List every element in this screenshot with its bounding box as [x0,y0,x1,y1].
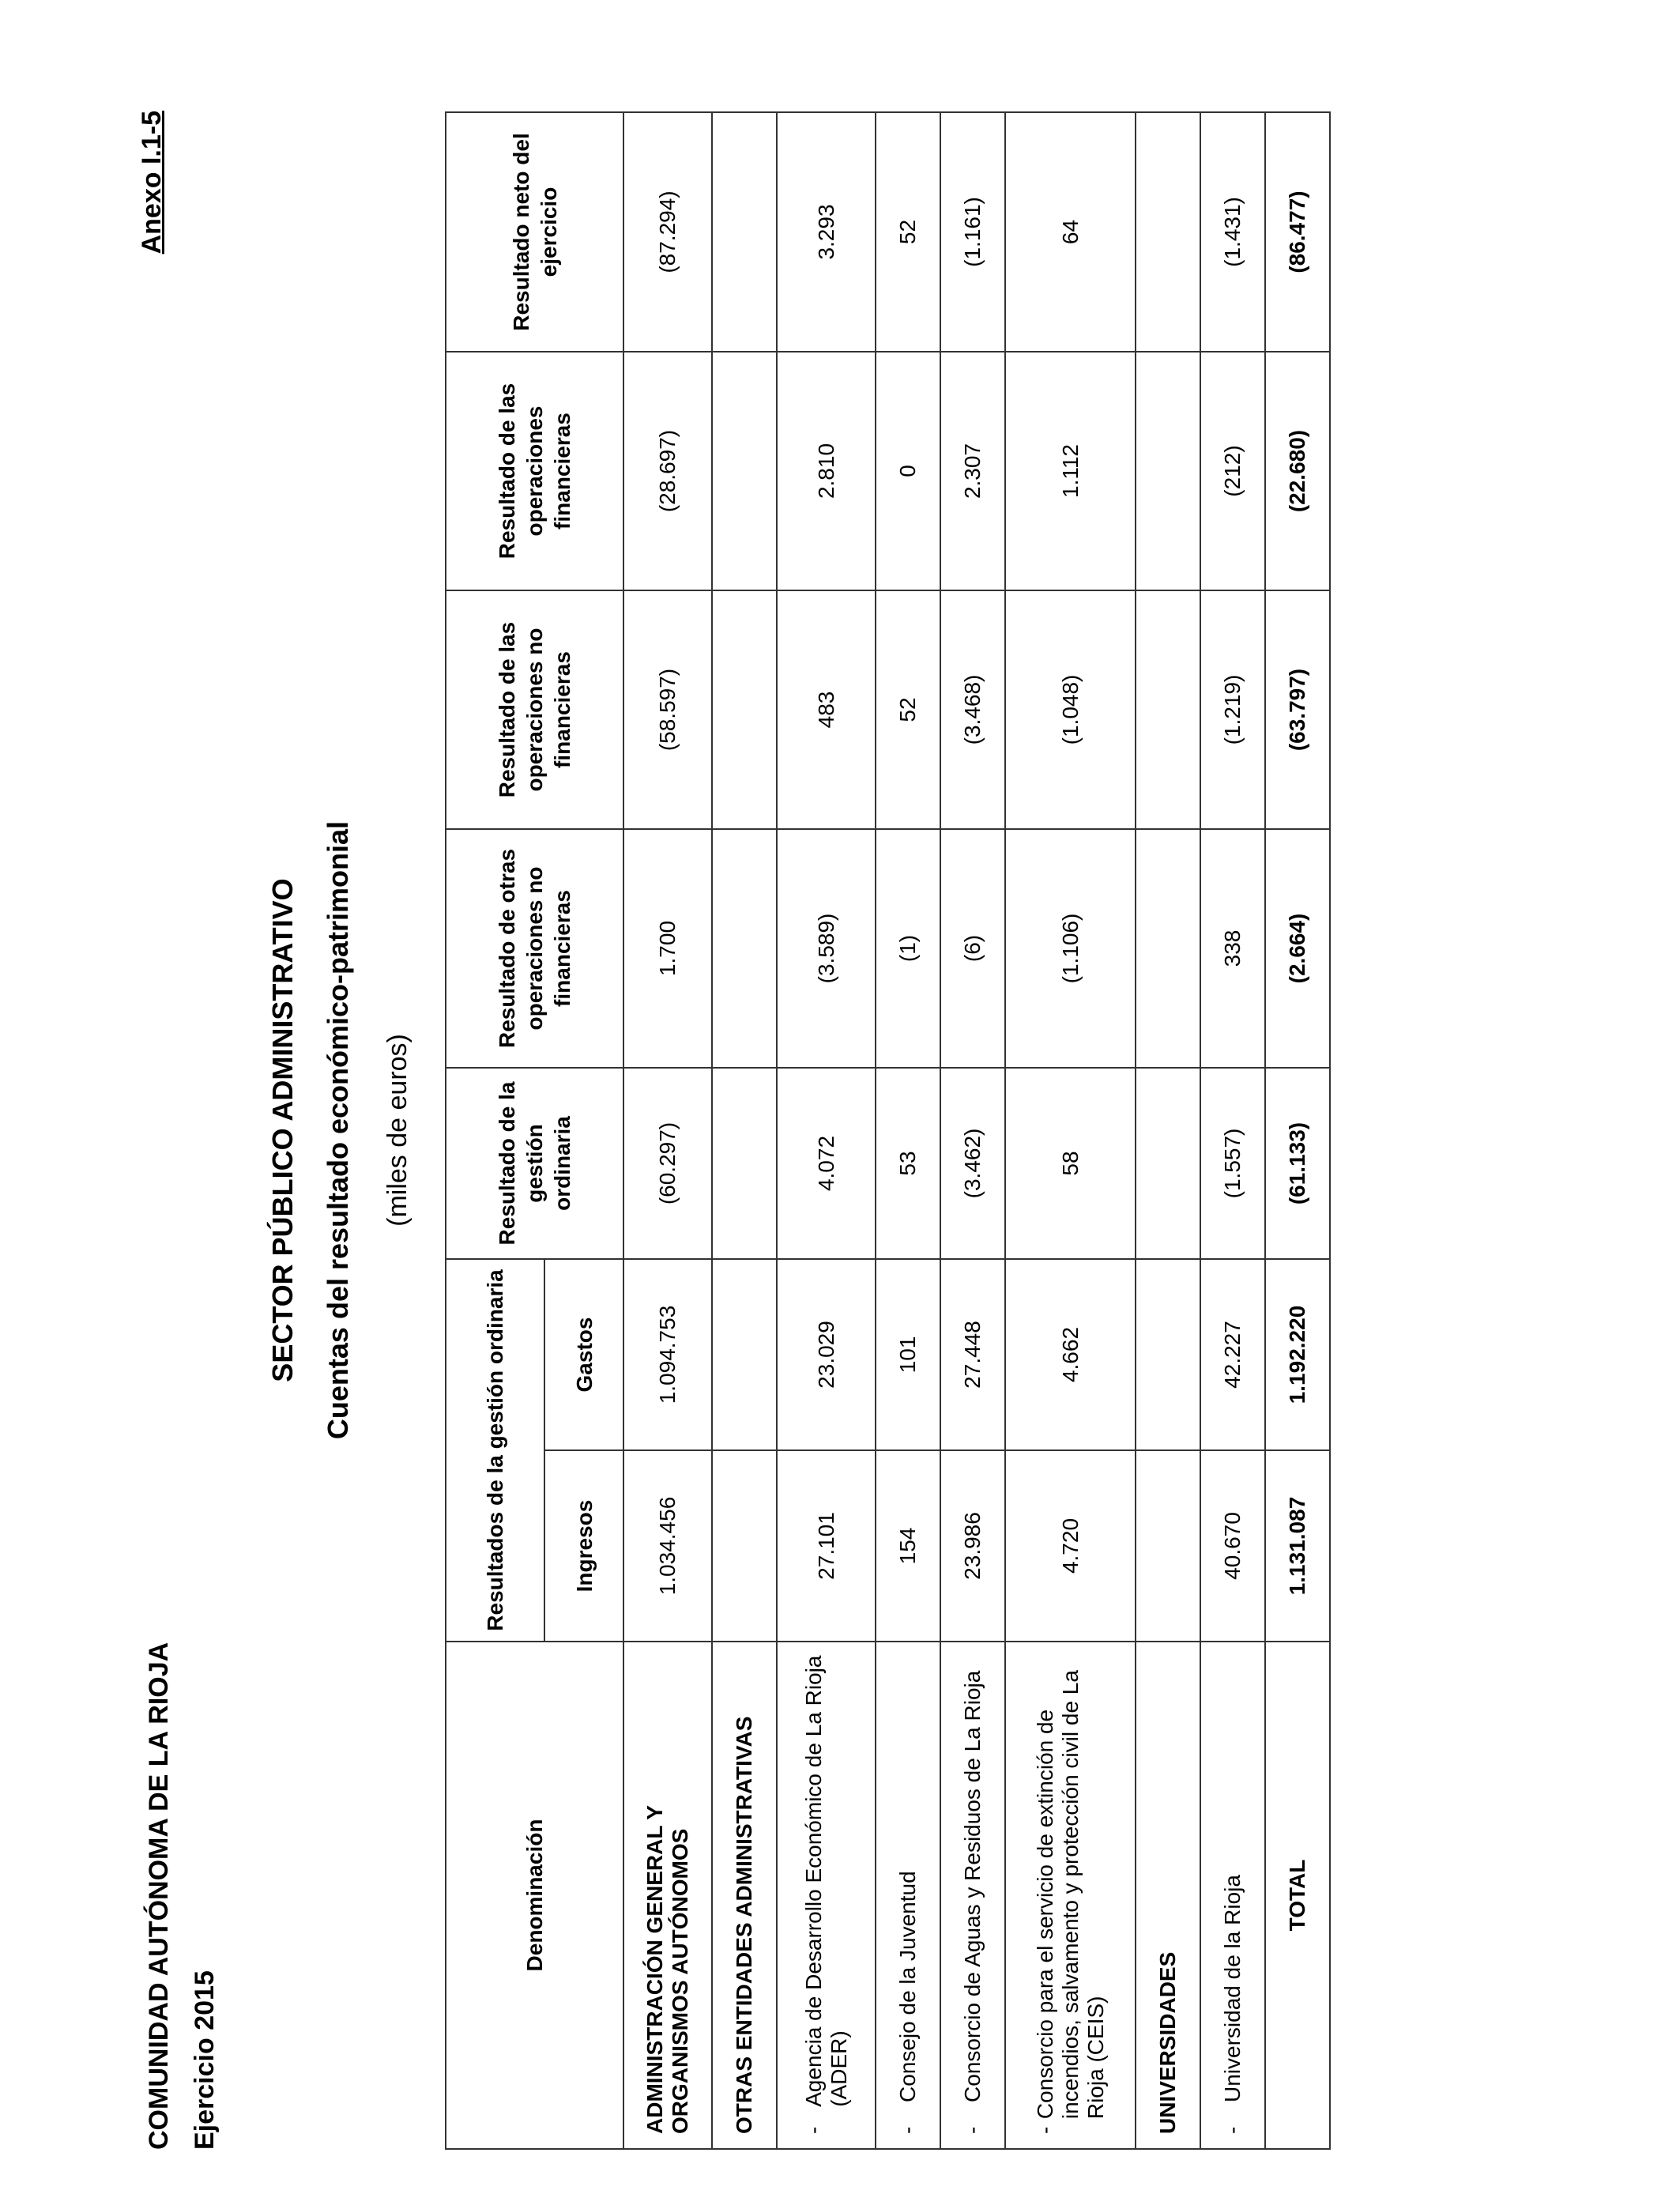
row-name: Consejo de la Juventud [895,1871,920,2102]
cell-fin: (22.680) [1265,352,1330,590]
cell-fin: 2.810 [777,352,876,590]
table-header-row [446,112,544,2149]
row-name: Consorcio de Aguas y Residuos de La Rioja [960,1670,985,2102]
empty-cell [1136,1259,1200,1450]
cell-gestion: (1.557) [1200,1068,1265,1259]
cell-otras: (2.664) [1265,829,1330,1068]
cell-no-fin: (58.597) [623,590,712,829]
col-operaciones-no-financieras: Resultado de las operaciones no financieras [446,590,623,829]
empty-cell [712,1450,777,1642]
bullet-dash: - [1032,2126,1057,2134]
cell-no-fin: (1.219) [1200,590,1265,829]
empty-cell [1136,1068,1200,1259]
cell-gestion: 58 [1005,1068,1136,1259]
row-name-cell [1200,1642,1265,2149]
cell-no-fin: (3.468) [940,590,1005,829]
total-label: TOTAL [1265,1642,1330,2149]
table-row-universidad-rioja [1200,112,1265,2149]
table-row-total [1265,112,1330,2149]
table-row-ceis [1005,112,1136,2149]
cell-gestion: 53 [876,1068,940,1259]
table-row-juventud [876,112,940,2149]
cell-gestion: (60.297) [623,1068,712,1259]
annex-label: Anexo I.1-5 [137,111,167,254]
units-label: (miles de euros) [382,1034,412,1227]
document-header [137,1642,228,2150]
cell-gastos: 101 [876,1259,940,1450]
cell-ingresos: 1.034.456 [623,1450,712,1642]
cell-otras: (1.106) [1005,829,1136,1068]
cell-otras: 1.700 [623,829,712,1068]
empty-cell [712,590,777,829]
group-label: OTRAS ENTIDADES ADMINISTRATIVAS [712,1642,777,2149]
row-name-cell [876,1642,940,2149]
cell-gastos: 23.029 [777,1259,876,1450]
cell-neto: 52 [876,112,940,352]
row-name-cell [777,1642,876,2149]
cell-gastos: 42.227 [1200,1259,1265,1450]
cell-no-fin: 483 [777,590,876,829]
row-name: ADMINISTRACIÓN GENERAL Y ORGANISMOS AUTÓNOMOS [623,1642,712,2149]
table-row-group-otras [712,112,777,2149]
col-operaciones-financieras: Resultado de las operaciones financieras [446,352,623,590]
cell-neto: (86.477) [1265,112,1330,352]
table-row-admin [623,112,712,2149]
row-name-cell [940,1642,1005,2149]
titles-block [255,111,429,2150]
empty-cell [1136,112,1200,352]
sector-title: SECTOR PÚBLICO ADMINISTRATIVO [266,878,299,1382]
cell-otras: (3.589) [777,829,876,1068]
cell-gastos: 4.662 [1005,1259,1136,1450]
cell-neto: (1.431) [1200,112,1265,352]
bullet-dash: - [960,2126,985,2134]
empty-cell [1136,352,1200,590]
entity-name: COMUNIDAD AUTÓNOMA DE LA RIOJA [144,1642,174,2150]
table-row-ader [777,112,876,2149]
cell-no-fin: 52 [876,590,940,829]
cell-gastos: 1.192.220 [1265,1259,1330,1450]
cell-ingresos: 154 [876,1450,940,1642]
group-label: UNIVERSIDADES [1136,1642,1200,2149]
cell-gestion: (3.462) [940,1068,1005,1259]
col-resultado-neto: Resultado neto del ejercicio [446,112,623,352]
fiscal-year: Ejercicio 2015 [189,1970,220,2150]
bullet-dash: - [895,2126,920,2134]
col-otras-operaciones: Resultado de otras operaciones no financieras [446,829,623,1068]
cell-fin: (212) [1200,352,1265,590]
cell-ingresos: 1.131.087 [1265,1450,1330,1642]
cell-fin: 0 [876,352,940,590]
cell-no-fin: (1.048) [1005,590,1136,829]
cell-fin: 2.307 [940,352,1005,590]
empty-cell [712,829,777,1068]
cell-fin: 1.112 [1005,352,1136,590]
empty-cell [712,1068,777,1259]
row-name-cell [1005,1642,1136,2149]
cell-gastos: 27.448 [940,1259,1005,1450]
row-name: Universidad de la Rioja [1220,1875,1245,2102]
table-row-group-universidades [1136,112,1200,2149]
row-name: Agencia de Desarrollo Económico de La Rioja (ADER) [800,1655,851,2107]
cell-ingresos: 27.101 [777,1450,876,1642]
empty-cell [712,112,777,352]
empty-cell [712,352,777,590]
cell-gestion: 4.072 [777,1068,876,1259]
cell-gestion: (61.133) [1265,1068,1330,1259]
col-denominacion: Denominación [446,1642,623,2149]
cell-ingresos: 4.720 [1005,1450,1136,1642]
empty-cell [1136,1450,1200,1642]
col-resultado-gestion: Resultado de la gestión ordinaria [446,1068,623,1259]
bullet-dash: - [800,2126,826,2134]
report-subtitle: Cuentas del resultado económico-patrimonial [322,820,354,1440]
empty-cell [1136,829,1200,1068]
cell-gastos: 1.094.753 [623,1259,712,1450]
cell-neto: (1.161) [940,112,1005,352]
cell-ingresos: 23.986 [940,1450,1005,1642]
col-ingresos: Ingresos [544,1450,623,1642]
empty-cell [1136,590,1200,829]
row-name: Consorcio para el servicio de extinción de incendios, salvamento y protección civil de La Rioja (CEIS) [1032,1670,1108,2120]
cell-otras: (6) [940,829,1005,1068]
cell-fin: (28.697) [623,352,712,590]
results-table [445,111,1331,2150]
cell-neto: 3.293 [777,112,876,352]
cell-otras: 338 [1200,829,1265,1068]
cell-neto: (87.294) [623,112,712,352]
col-resultados-gestion: Resultados de la gestión ordinaria [446,1259,544,1642]
cell-no-fin: (63.797) [1265,590,1330,829]
bullet-dash: - [1220,2126,1245,2134]
cell-ingresos: 40.670 [1200,1450,1265,1642]
cell-otras: (1) [876,829,940,1068]
rotated-document [137,111,1543,2150]
empty-cell [712,1259,777,1450]
table-row-aguas [940,112,1005,2149]
col-gastos: Gastos [544,1259,623,1450]
cell-neto: 64 [1005,112,1136,352]
